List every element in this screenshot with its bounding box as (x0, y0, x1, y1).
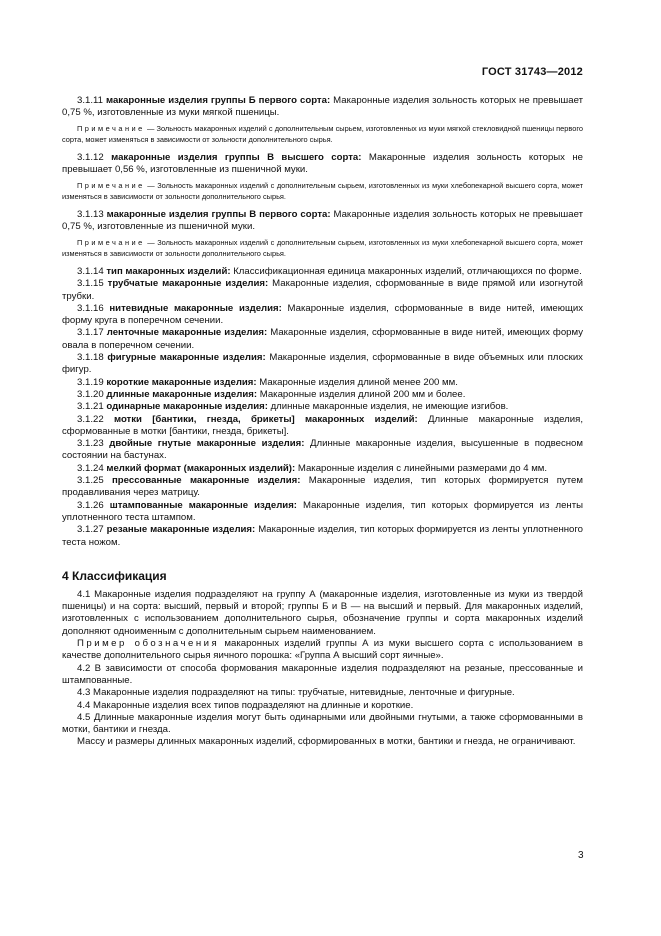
term-3-1-21: 3.1.21 одинарные макаронные изделия: длинные макаронные изделия, не имеющие изгибов. (77, 401, 509, 413)
term-3-1-23: 3.1.23 двойные гнутые макаронные изделия: Длинные макаронные изделия, высушенные в подвесном состоянии на бастунах. (62, 438, 583, 462)
term-3-1-24: 3.1.24 мелкий формат (макаронных изделий): Макаронные изделия с линейными размерами до 4 мм. (77, 462, 548, 474)
term-3-1-19: 3.1.19 короткие макаронные изделия: Макаронные изделия длиной менее 200 мм. (77, 376, 458, 388)
term-3-1-25: 3.1.25 прессованные макаронные изделия: Макаронные изделия, тип которых формируется путем продавливания через матрицу. (62, 475, 583, 499)
note-3-1-11: Примечание — Зольность макаронных изделий с дополнительным сырьем, изготовленных из муки мягкой стекловидной пшеницы первого сорта, может изменяться в зависимости от зольности дополнительного сырья. (62, 123, 583, 144)
term-3-1-12: 3.1.12 макаронные изделия группы В высшего сорта: Макаронные изделия зольность которых не превышает 0,56 %, изготовленные из пшеничной муки. (62, 152, 584, 176)
document-header: ГОСТ 31743—2012 (481, 66, 583, 78)
term-3-1-16: 3.1.16 нитевидные макаронные изделия: Макаронные изделия, сформованные в виде нитей, имеющих форму круга в поперечном сечении. (62, 302, 583, 327)
term-3-1-22: 3.1.22 мотки [бантики, гнезда, брикеты] макаронных изделий: Длинные макаронные изделия, сформованные в мотки [бантики, гнезда, брикеты]. (62, 413, 584, 437)
clause-4-3: 4.3 Макаронные изделия подразделяют на типы: трубчатые, нитевидные, ленточные и фигурные. (77, 687, 515, 699)
clause-4-2: 4.2 В зависимости от способа формования макаронные изделия подразделяют на резаные, прессованные и штампованные. (62, 662, 583, 686)
clause-4-5-note: Массу и размеры длинных макаронных изделий, сформированных в мотки, бантики и гнезда, не ограничивают. (77, 736, 576, 748)
term-3-1-11: 3.1.11 макаронные изделия группы Б первого сорта: Макаронные изделия зольность которых не превышает 0,75 %, изготовленные из муки мягкой пшеницы. (62, 95, 583, 119)
clause-4-1: 4.1 Макаронные изделия подразделяют на группу А (макаронные изделия, изготовленные из муки из твердой пшеницы) и на сорта: высший, первый и второй; группы Б и В — на высший и первый. Для макаронных изделий, изготовленных с использованием дополнительного сырья, обозначение группы и сорта макаронных изделий дополняют одноименным с дополнительным сырьем наименованием. (62, 588, 583, 637)
term-3-1-18: 3.1.18 фигурные макаронные изделия: Макаронные изделия, сформованные в виде объемных или плоских фигур. (62, 352, 583, 376)
example-designation: Пример обозначения макаронных изделий группы А из муки высшего сорта с использованием в качестве дополнительного сырья яичного порошка: «Группа А высший сорт яичные». (62, 638, 583, 662)
clause-4-4: 4.4 Макаронные изделия всех типов подразделяют на длинные и короткие. (77, 699, 414, 711)
section-4-title: 4 Классификация (62, 568, 167, 583)
term-3-1-26: 3.1.26 штампованные макаронные изделия: Макаронные изделия, тип которых формируется из ленты уплотненного теста штампом. (62, 499, 584, 523)
term-3-1-14: 3.1.14 тип макаронных изделий: Классификационная единица макаронных изделий, отличающихся по форме. (77, 266, 582, 277)
note-3-1-12: Примечание — Зольность макаронных изделий с дополнительным сырьем, изготовленных из муки хлебопекарной высшего сорта, может изменяться в зависимости от зольности дополнительного сырья. (62, 180, 583, 201)
term-3-1-17: 3.1.17 ленточные макаронные изделия: Макаронные изделия, сформованные в виде нитей, имеющих форму овала в поперечном сечении. (62, 327, 583, 351)
page-number: 3 (578, 850, 584, 861)
note-3-1-13: Примечание — Зольность макаронных изделий с дополнительным сырьем, изготовленных из муки хлебопекарной высшего сорта, может изменяться в зависимости от зольности дополнительного сырья. (62, 237, 583, 258)
term-3-1-27: 3.1.27 резаные макаронные изделия: Макаронные изделия, тип которых формируется из ленты уплотненного теста ножом. (62, 524, 583, 548)
term-3-1-13: 3.1.13 макаронные изделия группы В первого сорта: Макаронные изделия зольность которых не превышает 0,75 %, изготовленные из пшеничной муки. (62, 209, 583, 233)
clause-4-5: 4.5 Длинные макаронные изделия могут быть одинарными или двойными гнутыми, а также сформованными в мотки, бантики и гнезда. (62, 711, 583, 736)
document-body (62, 95, 583, 749)
term-3-1-15: 3.1.15 трубчатые макаронные изделия: Макаронные изделия, сформованные в виде прямой или изогнутой трубки. (62, 278, 584, 302)
term-3-1-20: 3.1.20 длинные макаронные изделия: Макаронные изделия длиной 200 мм и более. (77, 388, 466, 400)
